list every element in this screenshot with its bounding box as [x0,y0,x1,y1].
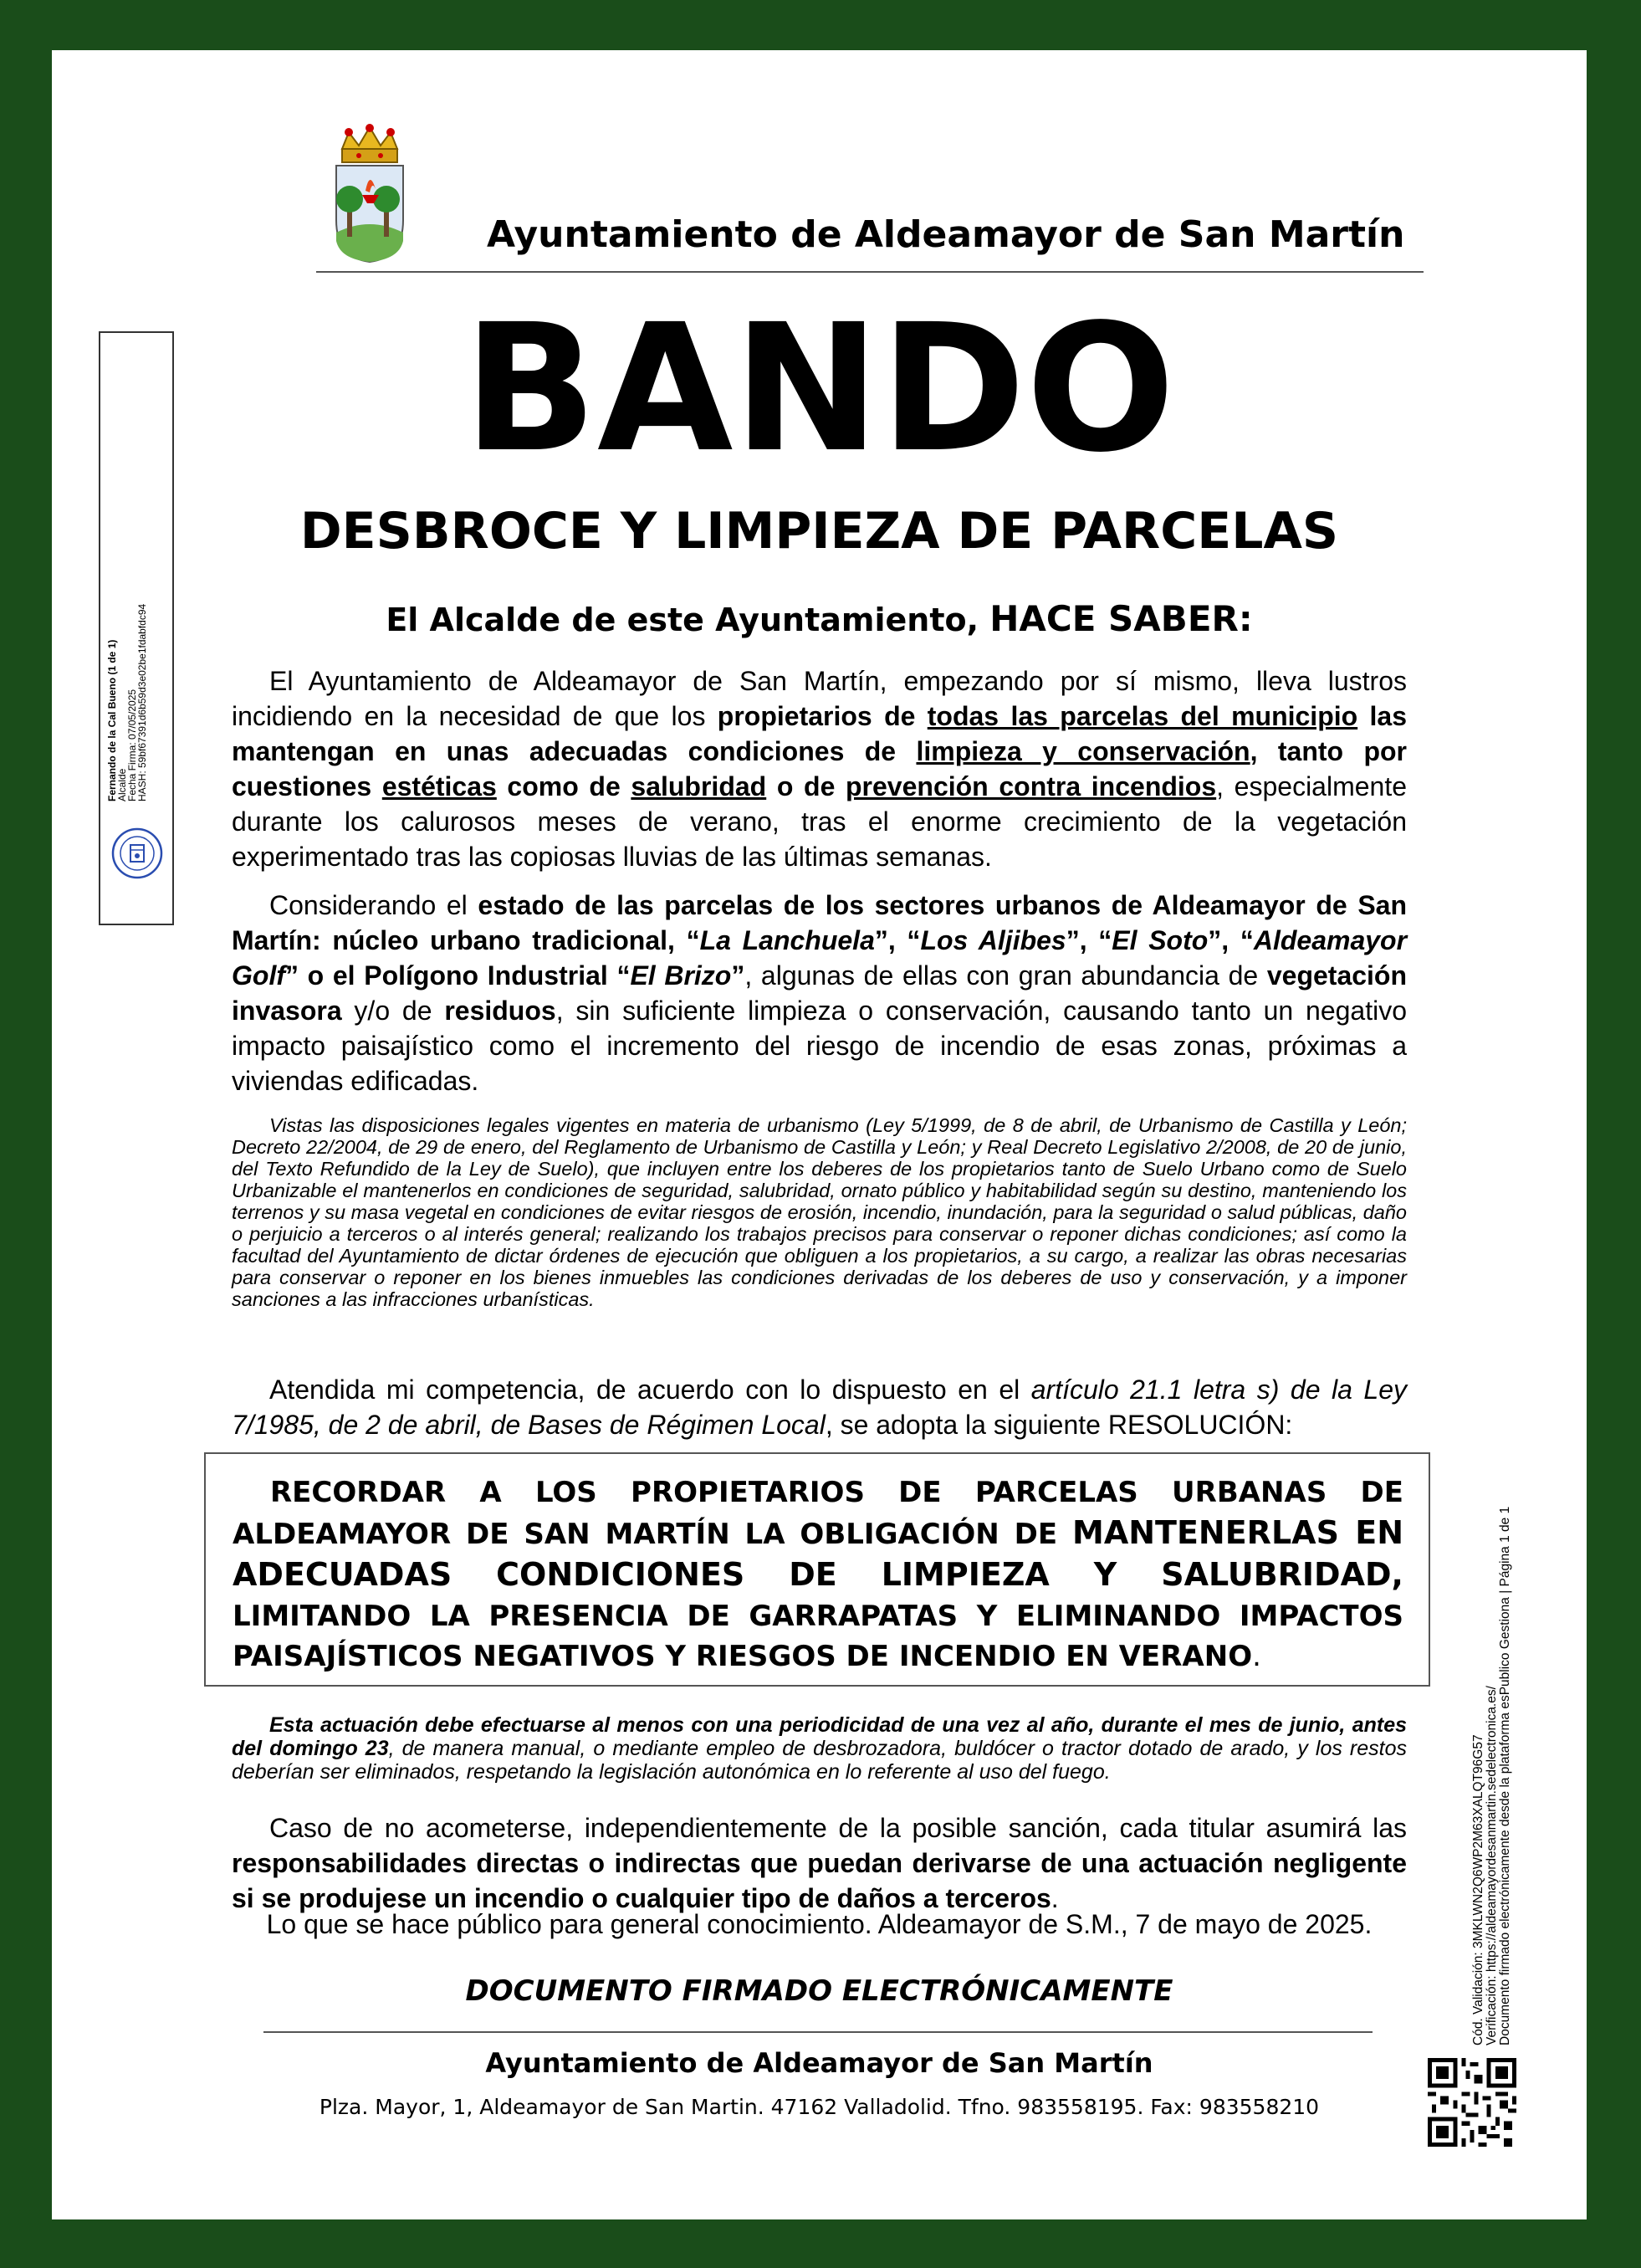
note-paragraph: Esta actuación debe efectuarse al menos con una periodicidad de una vez al año, durante el mes de junio, antes del domingo 23, de manera manual, o mediante empleo de desbrozadora, buldócer o tractor dotado de arado, y los restos deberían ser eliminados, respetando la legislación autonómica en lo referente al uso del fuego. [232,1713,1407,1784]
signer-name: Fernando de la Cal Bueno (1 de 1) [106,639,118,801]
sign-date: Fecha Firma: 07/05/2025 [126,689,138,801]
qr-code[interactable] [1428,2058,1516,2147]
footer-divider [263,2031,1373,2033]
page-title: BANDO [463,286,1176,491]
paragraph-4: Caso de no acometerse, independientemente de la posible sanción, cada titular asumirá las responsabilidades directas o indirectas que puedan derivarse de una actuación negligente si se produjese un incendio o cualquier tipo de daños a terceros. [232,1813,1407,1913]
paragraph-3: Atendida mi competencia, de acuerdo con lo dispuesto en el artículo 21.1 letra s) de la Ley 7/1985, de 2 de abril, de Bases de Régimen Local, se adopta la siguiente RESOLUCIÓN: [232,1375,1408,1440]
intro-text: El Alcalde de este Ayuntamiento, [386,602,979,638]
closing-line: Lo que se hace público para general conocimiento. Aldeamayor de S.M., 7 de mayo de 2025. [266,1909,1373,1939]
legal-paragraph: Vistas las disposiciones legales vigentes en materia de urbanismo (Ley 5/1999, de 8 de abril, de Urbanismo de Castilla y León; Decreto 22/2004, de 29 de enero, del Reglamento de Urbanismo de Castilla y León; y Real Decreto Legislativo 2/2008, de 20 de junio, del Texto Refundido de la Ley de Suelo), que incluyen entre los deberes de los propietarios tanto de Suelo Urbano como de Suelo Urbanizable el mantenerlos en condiciones de seguridad, salubridad, ornato público y habitabilidad según su destino, manteniendo los terrenos y su masa vegetal en condiciones de evitar riesgos de erosión, incendio, inundación, para la seguridad o salud públicas, daño o perjuicio a terceros o al interés general; realizando los trabajos precisos para conservar o reponer dichas condiciones; así como la facultad del Ayuntamiento de dictar órdenes de ejecución que obliguen a los propietarios, a su cargo, a realizar las obras necesarias para conservar o reponer en los bienes inmuebles las condiciones derivadas de los deberes de uso y conservación, y a imponer sanciones a las infracciones urbanísticas. [232,1114,1407,1310]
signed-notice: DOCUMENTO FIRMADO ELECTRÓNICAMENTE [465,1974,1173,2008]
document-page [52,50,1587,2219]
seal-stamp [110,827,164,880]
footer-address: Plza. Mayor, 1, Aldeamayor de San Martin. 47162 Valladolid. Tfno. 983558195. Fax: 983558210 [319,2095,1320,2119]
hace-saber: HACE SABER: [989,598,1253,639]
page-subtitle: DESBROCE Y LIMPIEZA DE PARCELAS [299,502,1339,561]
resolution-box: RECORDAR A LOS PROPIETARIOS DE PARCELAS URBANAS DE ALDEAMAYOR DE SAN MARTÍN LA OBLIGACIÓN DE MANTENERLAS EN ADECUADAS CONDICIONES DE LIMPIEZA Y SALUBRIDAD, LIMITANDO LA PRESENCIA DE GARRAPATAS Y ELIMINANDO IMPACTOS PAISAJÍSTICOS NEGATIVOS Y RIESGOS DE INCENDIO EN VERANO. [204,1452,1430,1687]
verification-text: Cód. Validación: 3MKLWN2Q6WP2M63XALQT96G57 Verificación: https://aldeamayordesanmartin.sedelectronica.es/ Documento firmado electrónicamente desde la plataforma esPublico Gestiona | Página 1 de 1 [1471,1506,1512,2045]
signer-role: Alcalde [116,768,128,801]
header-divider [316,271,1424,273]
paragraph-1: El Ayuntamiento de Aldeamayor de San Martín, empezando por sí mismo, lleva lustros incidiendo en la necesidad de que los propietarios de todas las parcelas del municipio las mantengan en unas adecuadas condiciones de limpieza y conservación, tanto por cuestiones estéticas como de salubridad o de prevención contra incendios, especialmente durante los calurosos meses de verano, tras el enorme crecimiento de la vegetación experimentado tras las copiosas lluvias de las últimas semanas. [232,666,1408,872]
coat-of-arms-logo [324,124,416,266]
header-title: Ayuntamiento de Aldeamayor de San Martín [487,213,1405,256]
intro-line [52,598,1587,639]
sign-hash: HASH: 59bf67391d6b59d3e02be1fdabfdc94 [136,603,148,801]
footer-name: Ayuntamiento de Aldeamayor de San Martín [485,2047,1153,2079]
paragraph-2: Considerando el estado de las parcelas de los sectores urbanos de Aldeamayor de San Martín: núcleo urbano tradicional, “La Lanchuela”, “Los Aljibes”, “El Soto”, “Aldeamayor Golf” o el Polígono Industrial “El Brizo”, algunas de ellas con gran abundancia de vegetación invasora y/o de residuos, sin suficiente limpieza o conservación, causando tanto un negativo impacto paisajístico como el incremento del riesgo de incendio de esas zonas, próximas a viviendas edificadas. [232,890,1408,1096]
